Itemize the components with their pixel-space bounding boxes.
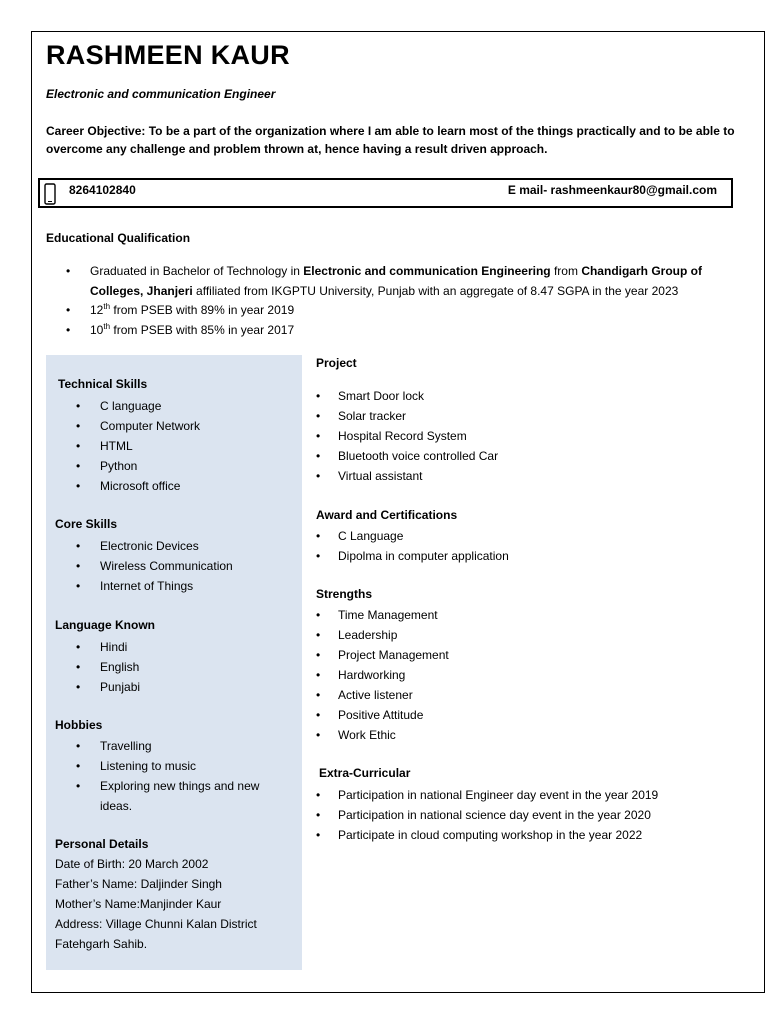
list-item: • Exploring new things and new ideas. [55,776,280,816]
education-item-btech: • Graduated in Bachelor of Technology in Electronic and communication Engineering from Chandigarh Group of Colleges, Jhanjeri affiliated from IKGPTU University, Punjab with an aggregate of 8.47 SGPA in the year 2023 [46,262,726,301]
project-list [316,386,716,486]
strengths-heading: Strengths [316,587,373,601]
list-item: • C Language [316,526,716,546]
career-objective: Career Objective: To be a part of the organization where I am able to learn most of the things practically and to be able to overcome any challenge and problem thrown at, hence having a result driven approach. [46,124,735,156]
list-item: • Dipolma in computer application [316,546,716,566]
list-item: • Leadership [316,625,716,645]
list-item: • Active listener [316,685,716,705]
contact-bar [38,178,733,208]
list-item: • Participate in cloud computing workshop in the year 2022 [316,825,736,845]
list-item: • HTML [55,436,295,456]
education-item-10th: • 10th from PSEB with 85% in year 2017 [46,321,726,341]
technical-skills-heading: Technical Skills [58,377,148,391]
languages-heading: Language Known [55,618,155,632]
address-line-2: Fatehgarh Sahib. [55,937,148,951]
list-item: • Time Management [316,605,716,625]
list-item: • Participation in national science day event in the year 2020 [316,805,736,825]
list-item: • C language [55,396,295,416]
list-item: • Solar tracker [316,406,716,426]
date-of-birth: Date of Birth: 20 March 2002 [55,857,209,871]
list-item: • Work Ethic [316,725,716,745]
core-skills-list [55,536,295,596]
list-item: • Internet of Things [55,576,295,596]
list-item: • Participation in national Engineer day event in the year 2019 [316,785,736,805]
languages-list [55,637,295,697]
project-heading: Project [316,356,357,370]
job-title: Electronic and communication Engineer [46,87,276,101]
education-heading: Educational Qualification [46,231,191,245]
extracurricular-heading: Extra-Curricular [319,766,411,780]
mother-name: Mother’s Name:Manjinder Kaur [55,897,222,911]
awards-list [316,526,716,566]
address-line-1: Address: Village Chunni Kalan District [55,917,257,931]
phone-number: 8264102840 [69,183,136,197]
list-item: • Computer Network [55,416,295,436]
list-item: • Microsoft office [55,476,295,496]
education-list [46,262,726,340]
list-item: • Bluetooth voice controlled Car [316,446,716,466]
personal-details-heading: Personal Details [55,837,149,851]
list-item: • Python [55,456,295,476]
list-item: • Virtual assistant [316,466,716,486]
list-item: • Smart Door lock [316,386,716,406]
mobile-phone-icon [44,183,56,205]
list-item: • Wireless Communication [55,556,295,576]
list-item: • Positive Attitude [316,705,716,725]
list-item: • Project Management [316,645,716,665]
technical-skills-list [55,396,295,496]
strengths-list [316,605,716,745]
list-item: • Hospital Record System [316,426,716,446]
extracurricular-list [316,785,736,845]
list-item: • Travelling [55,736,280,756]
hobbies-heading: Hobbies [55,718,103,732]
core-skills-heading: Core Skills [55,517,118,531]
hobbies-list [55,736,280,816]
father-name: Father’s Name: Daljinder Singh [55,877,222,891]
list-item: • Hardworking [316,665,716,685]
awards-heading: Award and Certifications [316,508,458,522]
education-item-12th: • 12th from PSEB with 89% in year 2019 [46,301,726,321]
email-address: E mail- rashmeenkaur80@gmail.com [507,183,717,197]
list-item: • Hindi [55,637,295,657]
list-item: • English [55,657,295,677]
list-item: • Punjabi [55,677,295,697]
list-item: • Electronic Devices [55,536,295,556]
list-item: • Listening to music [55,756,280,776]
candidate-name: RASHMEEN KAUR [46,40,290,70]
